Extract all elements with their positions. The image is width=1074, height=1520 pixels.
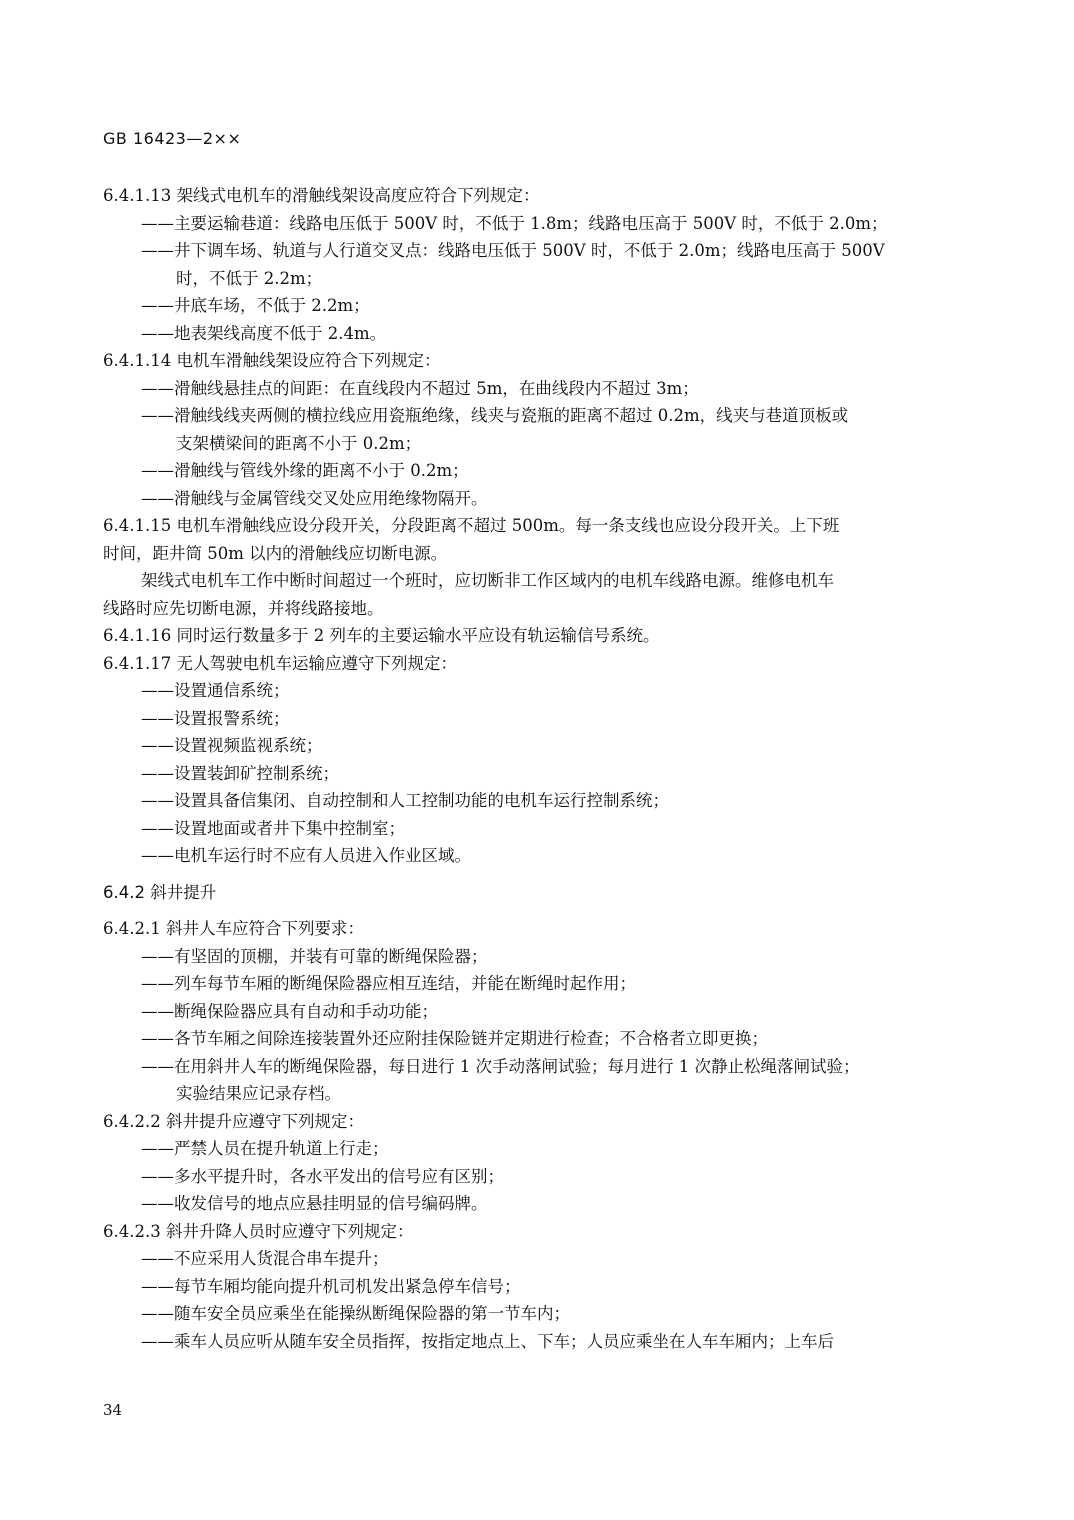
text-line: 6.4.2.2 斜井提升应遵守下列规定： (103, 1111, 364, 1131)
text-line: ——设置地面或者井下集中控制室； (141, 818, 405, 838)
text-line: 6.4.1.15 电机车滑触线应设分段开关，分段距离不超过 500m。每一条支线也应设分段开关。上下班 (103, 516, 840, 535)
text-line: ——在用斜井人车的断绳保险器，每日进行 1 次手动落闸试验；每月进行 1 次静止松绳落闸试验； (141, 1056, 860, 1076)
document-body (103, 182, 943, 1355)
text-line: ——不应采用人货混合串车提升； (141, 1249, 389, 1268)
text-line: ——多水平提升时，各水平发出的信号应有区别； (141, 1166, 504, 1186)
text-line: ——断绳保险器应具有自动和手动功能； (141, 1001, 438, 1021)
text-line: ——井下调车场、轨道与人行道交叉点：线路电压低于 500V 时，不低于 2.0m；线路电压高于 500V (141, 241, 885, 260)
text-line: ——滑触线与金属管线交叉处应用绝缘物隔开。 (141, 488, 488, 508)
document-header: GB 16423—2×× (103, 129, 242, 148)
text-line: ——设置视频监视系统； (141, 736, 323, 755)
text-line: 实验结果应记录存档。 (176, 1084, 341, 1103)
text-line: 6.4.2.1 斜井人车应符合下列要求： (103, 919, 364, 938)
text-line: 支架横梁间的距离不小于 0.2m； (176, 433, 422, 453)
text-line: ——滑触线线夹两侧的横拉线应用瓷瓶绝缘，线夹与瓷瓶的距离不超过 0.2m，线夹与巷道顶板或 (141, 406, 849, 425)
text-line: 6.4.2.3 斜井升降人员时应遵守下列规定： (103, 1221, 414, 1241)
text-line: ——严禁人员在提升轨道上行走； (141, 1139, 389, 1158)
section-heading: 6.4.2 斜井提升 (103, 882, 217, 902)
text-line: ——电机车运行时不应有人员进入作业区域。 (141, 846, 471, 865)
text-line: 6.4.1.17 无人驾驶电机车运输应遵守下列规定： (103, 653, 457, 673)
text-line: ——地表架线高度不低于 2.4m。 (141, 323, 387, 343)
text-line: ——井底车场，不低于 2.2m； (141, 296, 370, 315)
text-line: 架线式电机车工作中断时间超过一个班时，应切断非工作区域内的电机车线路电源。维修电机车 (141, 571, 834, 590)
text-line: ——有坚固的顶棚，并装有可靠的断绳保险器； (141, 946, 488, 966)
text-line: ——列车每节车厢的断绳保险器应相互连结，并能在断绳时起作用； (141, 974, 636, 993)
text-line: ——设置具备信集闭、自动控制和人工控制功能的电机车运行控制系统； (141, 791, 669, 810)
text-line: ——主要运输巷道：线路电压低于 500V 时，不低于 1.8m；线路电压高于 500V 时，不低于 2.0m； (141, 213, 888, 233)
text-line: ——随车安全员应乘坐在能操纵断绳保险器的第一节车内； (141, 1304, 570, 1323)
text-line: 6.4.1.16 同时运行数量多于 2 列车的主要运输水平应设有轨运输信号系统。 (103, 626, 660, 645)
text-line: ——各节车厢之间除连接装置外还应附挂保险链并定期进行检查；不合格者立即更换； (141, 1029, 768, 1048)
text-line: ——乘车人员应听从随车安全员指挥，按指定地点上、下车；人员应乘坐在人车车厢内；上车后 (141, 1331, 834, 1351)
text-line: ——每节车厢均能向提升机司机发出紧急停车信号； (141, 1276, 521, 1296)
text-line: ——设置通信系统； (141, 681, 290, 700)
text-line: ——设置报警系统； (141, 708, 290, 728)
page-number: 34 (103, 1401, 123, 1419)
text-line: 6.4.1.13 架线式电机车的滑触线架设高度应符合下列规定： (103, 186, 540, 205)
text-line: 6.4.1.14 电机车滑触线架设应符合下列规定： (103, 351, 441, 370)
text-line: 线路时应先切断电源，并将线路接地。 (103, 598, 384, 618)
text-line: ——设置装卸矿控制系统； (141, 763, 339, 783)
text-line: ——滑触线悬挂点的间距：在直线段内不超过 5m，在曲线段内不超过 3m； (141, 378, 699, 398)
text-line: 时，不低于 2.2m； (176, 268, 323, 288)
text-line: ——滑触线与管线外缘的距离不小于 0.2m； (141, 461, 469, 480)
text-line: ——收发信号的地点应悬挂明显的信号编码牌。 (141, 1194, 488, 1213)
text-line: 时间，距井筒 50m 以内的滑触线应切断电源。 (103, 543, 448, 563)
